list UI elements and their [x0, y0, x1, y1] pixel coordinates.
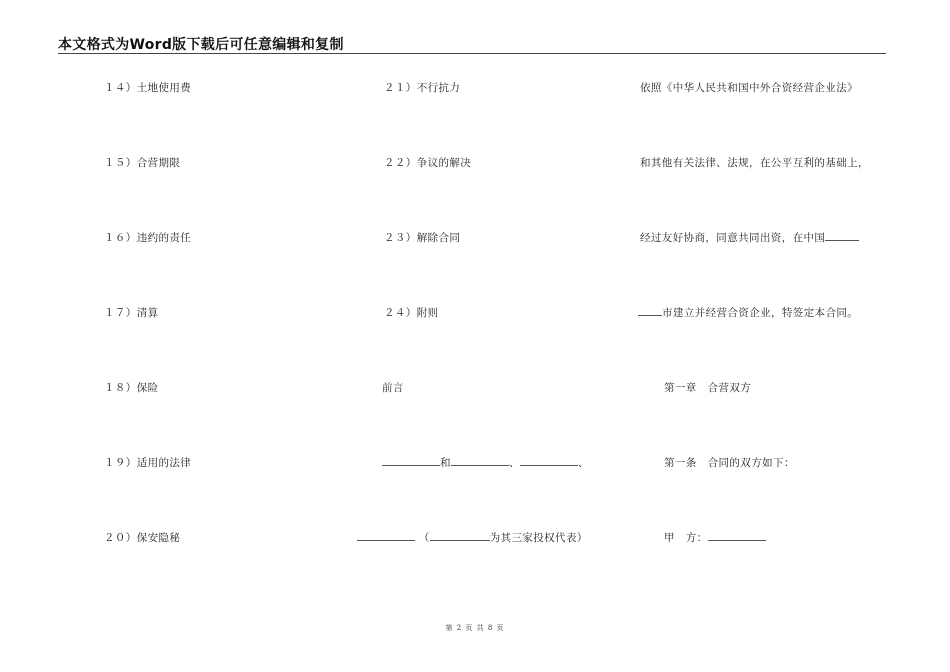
party-a-line — [664, 530, 766, 545]
party-blank-3[interactable] — [520, 457, 578, 466]
preamble-line-4-text: 市建立并经营合资企业，特签定本合同。 — [662, 307, 859, 319]
parties-line — [382, 455, 589, 470]
page-number: 第 2 页 共 8 页 — [445, 624, 505, 632]
preface-heading: 前言 — [382, 382, 404, 394]
preamble-line-2: 和其他有关法律、法规，在公平互利的基础上， — [640, 157, 869, 169]
representative-party-blank[interactable] — [430, 532, 490, 541]
party-a-blank[interactable] — [708, 532, 766, 541]
chapter-heading: 第一章 合营双方 — [664, 382, 752, 394]
representative-blank[interactable] — [357, 532, 415, 541]
preamble-line-3 — [640, 230, 859, 245]
parties-separator-2: 、 — [577, 457, 589, 469]
authorized-open-paren: （ — [418, 532, 430, 544]
page-header-title: 本文格式为Word版下载后可任意编辑和复制 — [58, 37, 344, 53]
preamble-line-1: 依照《中华人民共和国中外合资经营企业法》 — [640, 82, 858, 94]
toc-item-19: １９）适用的法律 — [104, 457, 192, 469]
article-heading: 第一条 合同的双方如下： — [664, 457, 795, 469]
authorized-text: 为其三家投权代表） — [489, 532, 588, 544]
party-a-label: 甲 方： — [664, 532, 708, 544]
toc-item-17: １７）清算 — [104, 307, 159, 319]
header-divider — [58, 53, 886, 54]
country-city-blank[interactable] — [825, 232, 859, 241]
party-blank-2[interactable] — [451, 457, 509, 466]
toc-item-22: ２２）争议的解决 — [384, 157, 472, 169]
toc-item-24: ２４）附则 — [384, 307, 439, 319]
toc-item-14: １４）土地使用费 — [104, 82, 192, 94]
toc-item-15: １５）合营期限 — [104, 157, 181, 169]
toc-item-18: １８）保险 — [104, 382, 159, 394]
city-blank[interactable] — [638, 307, 662, 316]
toc-item-23: ２３）解除合同 — [384, 232, 461, 244]
toc-item-16: １６）违约的责任 — [104, 232, 192, 244]
preamble-line-4 — [638, 305, 858, 320]
preamble-line-3-text: 经过友好协商，同意共同出资，在中国 — [640, 232, 826, 244]
authorized-representative-line — [357, 530, 588, 545]
parties-and-text: 和 — [440, 457, 451, 469]
parties-separator-1: 、 — [508, 457, 520, 469]
toc-item-21: ２１）不行抗力 — [384, 82, 461, 94]
party-blank-1[interactable] — [382, 457, 440, 466]
toc-item-20: ２０）保安隐秘 — [104, 532, 181, 544]
